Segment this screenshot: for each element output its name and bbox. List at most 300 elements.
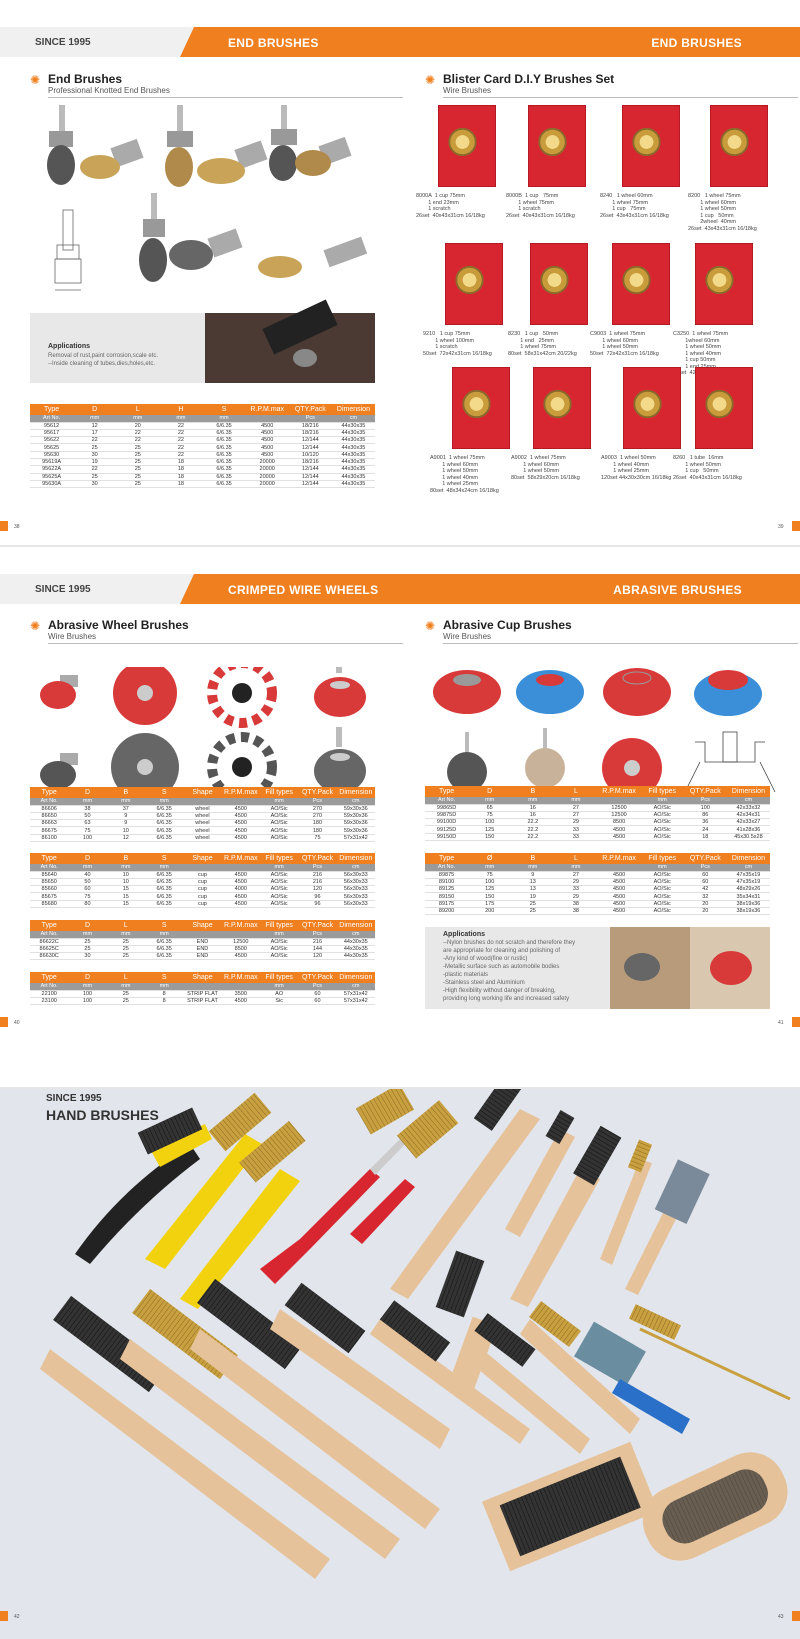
page-number: 40 [14, 1020, 20, 1026]
table-unit-cell: mm [116, 415, 159, 422]
table-cell: 6/6.35 [145, 820, 183, 827]
table-unit-cell: mm [554, 797, 597, 804]
table-unit-cell: mm [554, 864, 597, 871]
section-rule [48, 97, 403, 98]
table-cell: 20 [116, 422, 159, 429]
blister-card-caption: 8230 1 cup 50mm 1 end 25mm 1 wheel 75mm 80set 58x31x42cm 20/22kg [508, 331, 577, 357]
table-cell: 12/144 [289, 480, 332, 487]
table-row [30, 429, 375, 436]
abrasive-end-table [30, 920, 375, 960]
table-unit-cell [246, 415, 289, 422]
table-header-cell: Dimension [337, 920, 375, 931]
table-cell: AO/Sic [260, 871, 298, 878]
blister-card-caption: C3250 1 wheel 75mm 1wheel 60mm 1 wheel 50mm 1 wheel 40mm 1 cup 50mm 1 [673, 331, 729, 370]
end-brush-photos [35, 105, 375, 295]
table-unit-cell: mm [641, 864, 684, 871]
table-row [425, 819, 770, 826]
table-cell: 60 [298, 997, 336, 1004]
spread-end-brushes [0, 0, 800, 545]
table-header-cell: Dimension [337, 853, 375, 864]
table-cell: 22.2 [511, 819, 554, 826]
table-unit-cell: mm [468, 797, 511, 804]
table-cell: 22 [116, 437, 159, 444]
table-header-cell: Type [425, 786, 468, 797]
table-cell: 95625 [30, 444, 73, 451]
blister-card-caption: C9003 1 wheel 75mm 1 wheel 60mm 1 wheel 50mm 50set 72x42x31cm 16/18kg [590, 331, 659, 357]
table-cell: 57x31x42 [337, 997, 375, 1004]
table-header-cell: QTY.Pack [684, 786, 727, 797]
table-row [30, 827, 375, 834]
table-cell: 120 [298, 953, 336, 960]
blister-card-image [528, 105, 586, 187]
blister-card-caption: 8240 1 wheel 60mm 1 wheel 75mm 1 cup 75mm 26set 43x43x31cm 16/18kg [600, 193, 669, 219]
table-cell: 9 [107, 812, 145, 819]
table-cell: 20000 [246, 466, 289, 473]
table-cell: 38 [68, 805, 106, 812]
page-number: 38 [14, 524, 20, 530]
table-header-cell: Fill types [260, 972, 298, 983]
applications-line: -plastic materials [443, 972, 489, 978]
table-cell: 89100 [425, 878, 468, 885]
table-cell: 99100D [425, 819, 468, 826]
applications-heading: Applications [443, 931, 486, 938]
table-cell: 36 [684, 819, 727, 826]
table-cell: 4500 [222, 953, 260, 960]
section-rule [48, 643, 403, 644]
table-cell: 12/144 [289, 473, 332, 480]
abrasive-cup-photos [425, 662, 785, 797]
table-unit-cell: Art No. [425, 864, 468, 871]
table-cell: wheel [183, 834, 221, 841]
table-header-cell: Fill types [260, 787, 298, 798]
table-header-cell: B [511, 853, 554, 864]
table-cell: 18/216 [289, 422, 332, 429]
table-cell: 100 [68, 834, 106, 841]
table-cell: 86630C [30, 953, 68, 960]
table-unit-cell: Art No. [30, 798, 68, 805]
abrasive-strip-table [30, 972, 375, 1005]
table-cell: 86606 [30, 805, 68, 812]
abrasive-cup-red [314, 667, 366, 717]
table-cell: 12500 [222, 938, 260, 945]
end-brush-product [139, 193, 167, 282]
table-cell: 100 [684, 804, 727, 811]
table-cell: wheel [183, 812, 221, 819]
table-cell: 6/6.35 [145, 805, 183, 812]
table-cell: 6/6.35 [145, 953, 183, 960]
table-unit-cell: Pcs [289, 415, 332, 422]
table-unit-cell: mm [511, 797, 554, 804]
table-cell: 13 [511, 886, 554, 893]
table-cell: 4500 [222, 878, 260, 885]
table-unit-cell: mm [68, 983, 106, 990]
table-unit-cell: cm [337, 983, 375, 990]
table-cell: 59x30x36 [337, 812, 375, 819]
table-cell: 85675 [30, 893, 68, 900]
table-cell: 44x30x35 [337, 945, 375, 952]
table-cell: 33 [554, 826, 597, 833]
table-unit-cell: mm [145, 798, 183, 805]
table-row [30, 997, 375, 1004]
table-cell: 100 [68, 997, 106, 1004]
table-header-cell: Dimension [337, 972, 375, 983]
table-header-cell: S [145, 972, 183, 983]
table-row [30, 805, 375, 812]
table-unit-cell: mm [68, 931, 106, 938]
table-unit-cell: cm [337, 864, 375, 871]
table-row [30, 945, 375, 952]
table-cell: 16 [511, 811, 554, 818]
table-cell: 6/6.35 [145, 827, 183, 834]
table-unit-cell: mm [68, 864, 106, 871]
applications-line: providing long working life and increased safety [443, 996, 570, 1002]
blister-card-caption: 8000B 1 cup 75mm 1 wheel 75mm 1 scratch 26set 40x43x31cm 16/18kg [506, 193, 575, 219]
section-subheading: Wire Brushes [48, 632, 97, 641]
table-cell: 29 [554, 893, 597, 900]
table-cell: 25 [107, 953, 145, 960]
table-cell: 25 [511, 900, 554, 907]
table-unit-cell: mm [145, 983, 183, 990]
table-cell: 100 [468, 878, 511, 885]
page-number-tab [792, 1611, 800, 1621]
table-cell: 95617 [30, 429, 73, 436]
table-cell: 35x34x31 [727, 893, 770, 900]
applications-line: -Any kind of wood(fine or rustic) [443, 956, 528, 962]
table-unit-cell [183, 798, 221, 805]
table-cell: 44x30x35 [332, 466, 375, 473]
table-cell: 216 [298, 938, 336, 945]
table-cell: 8500 [222, 945, 260, 952]
table-cell: 75 [468, 811, 511, 818]
abrasive-wheel-table [30, 787, 375, 842]
spread-abrasive-brushes [0, 547, 800, 1087]
table-unit-cell [222, 864, 260, 871]
table-cell: AO/Sic [641, 893, 684, 900]
table-cell: 18 [159, 473, 202, 480]
blister-card-caption: A9001 1 wheel 75mm 1 wheel 60mm 1 wheel 50mm 1 wheel 40mm 1 wheel 25mm 80set 48x34x24cm 16/18kg [430, 455, 499, 494]
table-cell: AO/Sic [260, 827, 298, 834]
table-row [30, 444, 375, 451]
table-cell: 60 [684, 878, 727, 885]
table-cell: 4500 [598, 907, 641, 914]
table-cell: 25 [68, 938, 106, 945]
brush-block-wood [482, 1442, 658, 1571]
table-cell: 22 [159, 422, 202, 429]
table-cell: 25 [73, 444, 116, 451]
table-row [425, 833, 770, 840]
table-row [425, 907, 770, 914]
table-cell: AO/Sic [641, 907, 684, 914]
table-cell: 10 [107, 878, 145, 885]
table-cell: 44x30x35 [337, 953, 375, 960]
table-header-cell: S [145, 853, 183, 864]
table-cell: AO/Sic [260, 820, 298, 827]
table-cell: 4500 [246, 422, 289, 429]
table-cell: AO/Sic [260, 900, 298, 907]
table-cell: 63 [68, 820, 106, 827]
hand-brushes-title: HAND BRUSHES [46, 1107, 159, 1123]
table-cell: 22 [73, 437, 116, 444]
table-unit-cell: cm [727, 864, 770, 871]
table-cell: 50 [68, 878, 106, 885]
table-cell: 37 [107, 805, 145, 812]
blister-card-image [623, 367, 681, 449]
table-cell: 25 [107, 990, 145, 997]
table-row [30, 451, 375, 458]
section-rule [443, 97, 798, 98]
table-cell: 44x30x35 [332, 451, 375, 458]
table-header-cell: L [107, 920, 145, 931]
table-header-cell: Dimension [727, 786, 770, 797]
table-cell: 86663 [30, 820, 68, 827]
table-cell: 96 [298, 900, 336, 907]
table-cell: AO/Sic [641, 886, 684, 893]
table-cell: 4500 [598, 878, 641, 885]
table-header-cell: QTY.Pack [298, 787, 336, 798]
table-cell: 9 [107, 820, 145, 827]
table-cell: cup [183, 893, 221, 900]
cup-brush-red [433, 670, 501, 714]
table-unit-cell: mm [107, 798, 145, 805]
table-cell: 75 [298, 834, 336, 841]
table-cell: END [183, 938, 221, 945]
table-unit-cell [183, 931, 221, 938]
table-unit-cell: cm [337, 798, 375, 805]
table-cell: 89175 [425, 900, 468, 907]
page-number-tab [0, 521, 8, 531]
blister-card-image [445, 243, 503, 325]
table-header-cell: Shape [183, 853, 221, 864]
table-cell: 10 [107, 871, 145, 878]
table-cell: cup [183, 900, 221, 907]
table-cell: 33 [554, 833, 597, 840]
table-cell: 6/6.35 [145, 878, 183, 885]
table-unit-cell: mm [260, 931, 298, 938]
table-header-cell: Type [30, 853, 68, 864]
table-cell: 57x31x42 [337, 990, 375, 997]
table-header-cell: QTY.Pack [298, 920, 336, 931]
table-cell: 6/6.35 [145, 945, 183, 952]
table-cell: 56x30x33 [337, 878, 375, 885]
table-cell: 85660 [30, 886, 68, 893]
table-cell: END [183, 945, 221, 952]
table-cell: 38 [554, 900, 597, 907]
table-row [425, 871, 770, 878]
table-cell: Sic [260, 997, 298, 1004]
table-cell: 96 [298, 893, 336, 900]
table-cell: 22.2 [511, 833, 554, 840]
table-unit-cell: Pcs [298, 931, 336, 938]
table-cell: 85640 [30, 871, 68, 878]
table-unit-cell: mm [107, 931, 145, 938]
table-cell: 6/6.35 [203, 444, 246, 451]
table-cell: AO/Sic [641, 900, 684, 907]
table-cell: 150 [468, 893, 511, 900]
table-cell: 4500 [222, 820, 260, 827]
table-cell: 44x30x35 [332, 444, 375, 451]
table-unit-cell [222, 931, 260, 938]
table-cell: 40 [68, 871, 106, 878]
table-cell: 89875 [425, 871, 468, 878]
table-cell: 44x30x35 [332, 429, 375, 436]
table-cell: AO/Sic [641, 811, 684, 818]
table-cell: 99875D [425, 811, 468, 818]
page-number-tab [0, 1611, 8, 1621]
table-cell: AO/Sic [641, 819, 684, 826]
table-unit-cell: mm [68, 798, 106, 805]
table-cell: 56x30x33 [337, 871, 375, 878]
table-header-cell: D [468, 786, 511, 797]
table-header-cell: H [159, 404, 202, 415]
table-cell: 4500 [598, 833, 641, 840]
table-row [425, 900, 770, 907]
abrasive-wheel-shank-beige [525, 728, 565, 788]
section-heading: End Brushes [48, 72, 123, 86]
table-cell: 29 [554, 819, 597, 826]
table-row [425, 826, 770, 833]
table-row [30, 938, 375, 945]
table-header-cell: Shape [183, 972, 221, 983]
table-cell: 6/6.35 [203, 451, 246, 458]
abrasive-wheel-shank-grey [447, 732, 487, 792]
spread-hand-brushes [0, 1089, 800, 1639]
table-header-cell: Type [30, 972, 68, 983]
table-cell: cup [183, 886, 221, 893]
table-header-cell: D [68, 787, 106, 798]
table-header-cell: QTY.Pack [684, 853, 727, 864]
table-cell: 18/216 [289, 458, 332, 465]
table-cell: 44x30x35 [332, 422, 375, 429]
table-cell: 85650 [30, 878, 68, 885]
table-row [425, 893, 770, 900]
table-header-cell: Fill types [260, 853, 298, 864]
table-unit-cell: mm [260, 983, 298, 990]
page-number-tab [0, 1017, 8, 1027]
table-cell: wheel [183, 820, 221, 827]
table-row [425, 804, 770, 811]
table-cell: 38x19x36 [727, 907, 770, 914]
table-row [30, 886, 375, 893]
table-cell: 16 [511, 804, 554, 811]
application-photo-drill [610, 927, 690, 1009]
table-row [30, 878, 375, 885]
table-cell: 4500 [598, 893, 641, 900]
table-row [30, 893, 375, 900]
table-cell: 95625A [30, 473, 73, 480]
table-cell: 4500 [246, 444, 289, 451]
table-row [30, 466, 375, 473]
table-cell: 4500 [598, 886, 641, 893]
table-unit-cell: mm [641, 797, 684, 804]
cup-brush-blue [516, 670, 584, 714]
table-cell: 100 [68, 990, 106, 997]
table-cell: 15 [107, 893, 145, 900]
table-cell: 25 [107, 997, 145, 1004]
abrasive-applications-box [425, 927, 610, 1009]
table-header-cell: L [116, 404, 159, 415]
table-cell: 45x30.5x28 [727, 833, 770, 840]
table-unit-cell: Pcs [684, 797, 727, 804]
blister-card-image [622, 105, 680, 187]
cup-brush-red [603, 668, 671, 716]
band-title-left: END BRUSHES [228, 36, 319, 50]
end-brush-product [80, 139, 144, 179]
table-cell: AO/Sic [260, 812, 298, 819]
table-cell: 13 [511, 878, 554, 885]
blister-card-image [533, 367, 591, 449]
table-cell: 10 [107, 827, 145, 834]
table-cell: 6/6.35 [145, 812, 183, 819]
table-cell: 22 [159, 437, 202, 444]
table-cell: 125 [468, 886, 511, 893]
table-cell: 25 [116, 473, 159, 480]
table-cell: 59x30x36 [337, 827, 375, 834]
band-title-right: END BRUSHES [651, 36, 742, 50]
table-cell: 59x30x36 [337, 805, 375, 812]
table-cell: 175 [468, 900, 511, 907]
table-cell: 4500 [222, 834, 260, 841]
header-band [0, 27, 800, 57]
table-unit-cell [222, 983, 260, 990]
table-cell: 41x28x36 [727, 826, 770, 833]
table-unit-cell: mm [511, 864, 554, 871]
table-header-cell: R.P.M.max [246, 404, 289, 415]
table-cell: 23100 [30, 997, 68, 1004]
sun-icon: ✺ [30, 73, 41, 87]
end-brush-product [47, 105, 75, 185]
table-cell: 15 [107, 886, 145, 893]
table-cell: 65 [468, 804, 511, 811]
blister-card-caption: 9210 1 cup 75mm 1 wheel 100mm 1 scratch 50set 72x42x31cm 16/18kg [423, 331, 492, 357]
table-cell: 27 [554, 871, 597, 878]
table-cell: 6/6.35 [203, 458, 246, 465]
table-cell: 56x30x33 [337, 893, 375, 900]
table-cell: 22 [73, 466, 116, 473]
applications-line: --Nylon brushes do not scratch and therefore they [443, 940, 576, 946]
table-cell: 47x35x19 [727, 878, 770, 885]
table-header-cell: R.P.M.max [222, 972, 260, 983]
table-cell: 24 [684, 826, 727, 833]
end-brush-product [165, 105, 193, 187]
sun-icon: ✺ [425, 619, 436, 633]
table-cell: 25 [107, 945, 145, 952]
cup-brush-diagram [685, 732, 775, 792]
end-brushes-spec-table [30, 404, 375, 488]
table-cell: 8500 [598, 819, 641, 826]
table-cell: 44x30x35 [332, 480, 375, 487]
sun-icon: ✺ [425, 73, 436, 87]
table-cell: 47x35x19 [727, 871, 770, 878]
table-header-cell: D [68, 972, 106, 983]
table-cell: AO/Sic [260, 878, 298, 885]
page-number: 43 [778, 1614, 784, 1620]
table-cell: 86625C [30, 945, 68, 952]
table-unit-cell: mm [73, 415, 116, 422]
table-cell: 44x30x35 [332, 473, 375, 480]
abrasive-wheel-photos [30, 667, 380, 797]
table-header-cell: S [203, 404, 246, 415]
table-cell: 89150 [425, 893, 468, 900]
table-row [30, 437, 375, 444]
end-brush-diagram [55, 210, 81, 290]
table-cell: 38 [554, 907, 597, 914]
table-header-cell: B [511, 786, 554, 797]
table-cell: 25 [116, 466, 159, 473]
end-brush-product [269, 105, 297, 181]
table-header-cell: R.P.M.max [598, 853, 641, 864]
table-cell: 57x31x42 [337, 834, 375, 841]
table-cell: 95619A [30, 458, 73, 465]
